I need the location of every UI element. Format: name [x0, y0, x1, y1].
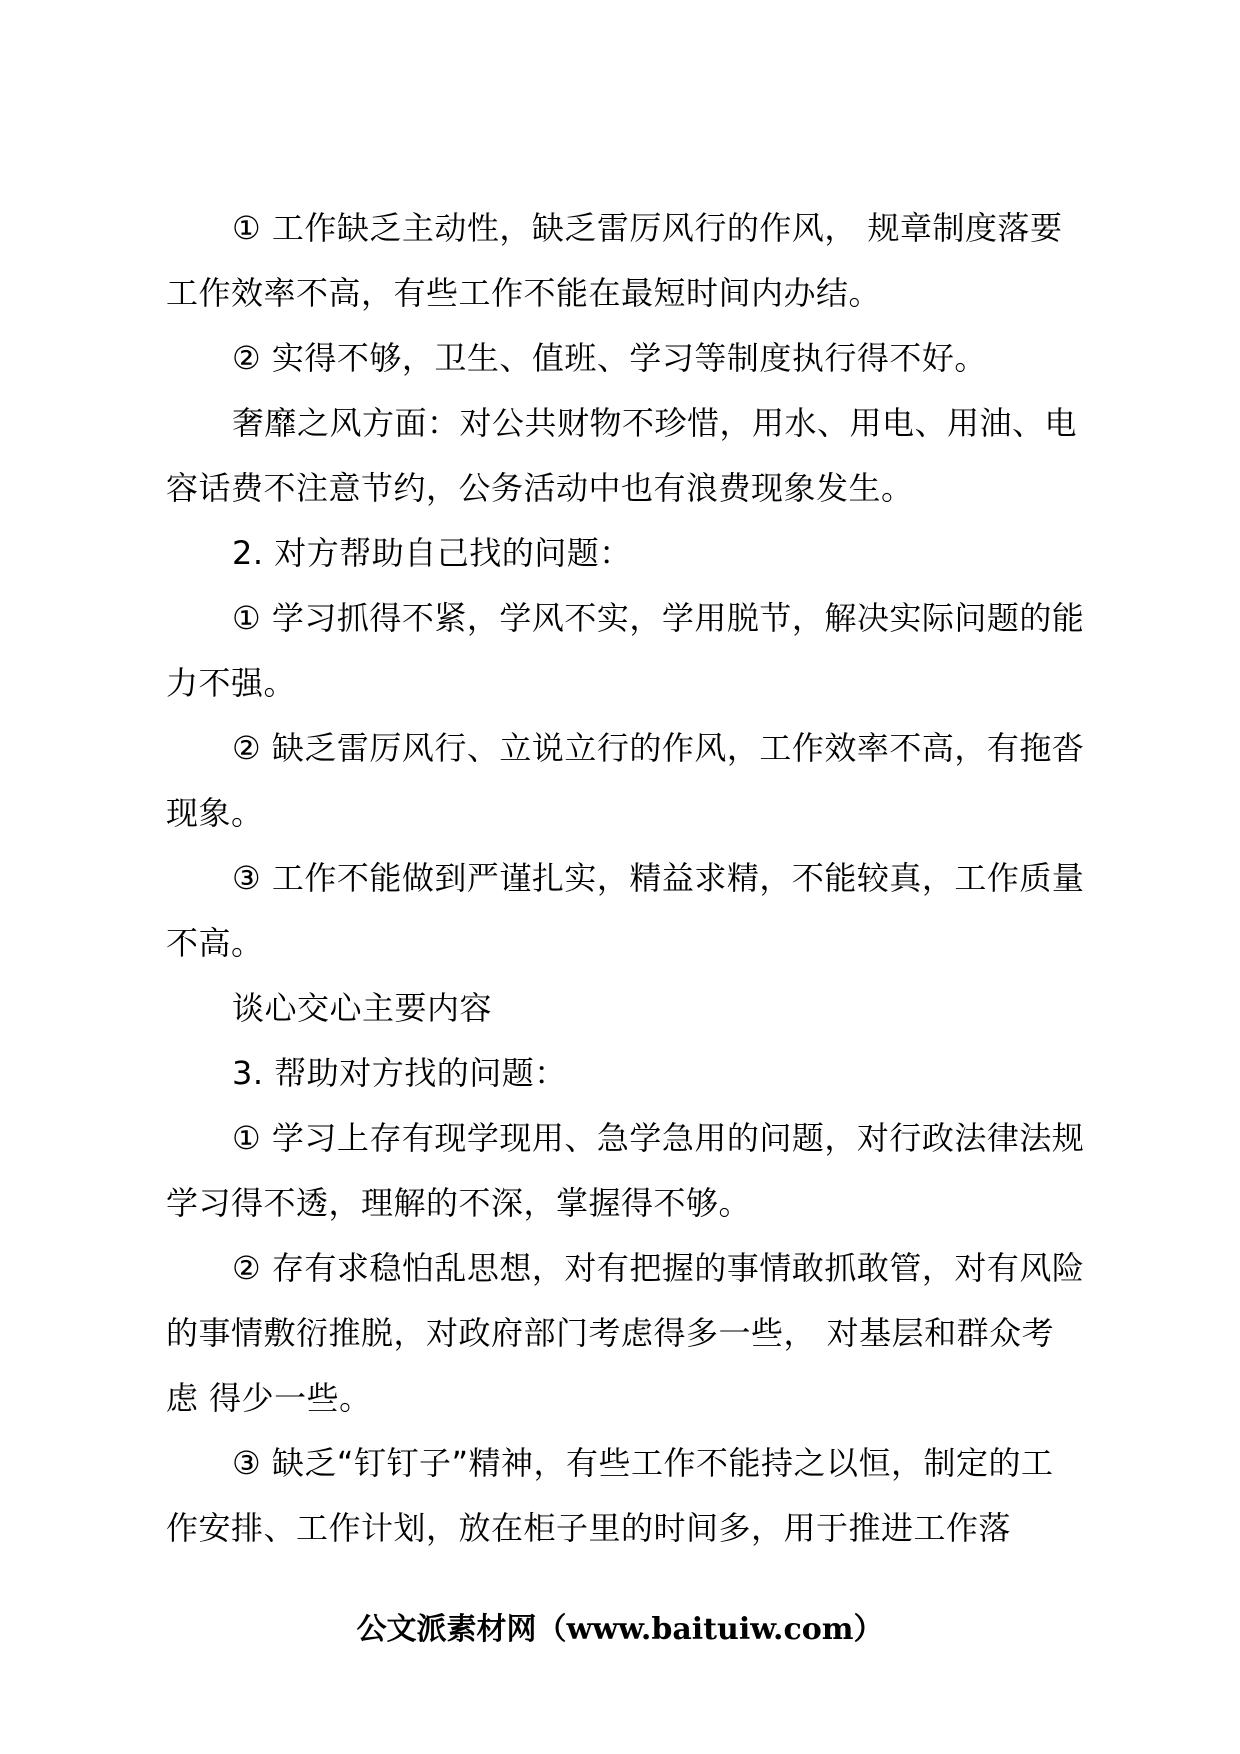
page-footer: 公文派素材网（www.baituiw.com） [356, 1612, 884, 1647]
paragraph-7: ③ 工作不能做到严谨扎实，精益求精，不能较真，工作质量不高。 [166, 859, 1085, 962]
paragraph-5: ① 学习抓得不紧，学风不实，学用脱节，解决实际问题的能力不强。 [166, 599, 1085, 702]
paragraph-12: ③ 缺乏“钉钉子”精神，有些工作不能持之以恒，制定的工作安排、工作计划，放在柜子里的时间多，用于推进工作落 [166, 1444, 1054, 1547]
paragraph-1: ① 工作缺乏主动性，缺乏雷厉风行的作风， 规章制度落要 工作效率不高，有些工作不能在最短时间内办结。 [166, 209, 1074, 312]
document-body [166, 196, 1096, 1561]
paragraph-2: ② 实得不够，卫生、值班、学习等制度执行得不好。 [232, 339, 987, 377]
paragraph-11: ② 存有求稳怕乱思想，对有把握的事情敢抓敢管，对有风险 的事情敷衍推脱，对政府部门考虑得多一些， 对基层和群众考虑 得少一些。 [166, 1249, 1096, 1417]
paragraph-3: 奢靡之风方面：对公共财物不珍惜，用水、用电、用油、电容话费不注意节约，公务活动中也有浪费现象发生。 [166, 404, 1078, 507]
paragraph-9: 3. 帮助对方找的问题： [232, 1054, 567, 1092]
paragraph-4: 2. 对方帮助自己找的问题： [232, 534, 632, 572]
paragraph-10: ① 学习上存有现学现用、急学急用的问题，对行政法律法规 学习得不透，理解的不深，掌握得不够。 [166, 1119, 1096, 1222]
paragraph-6: ② 缺乏雷厉风行、立说立行的作风，工作效率不高，有拖沓现象。 [166, 729, 1085, 832]
paragraph-8: 谈心交心主要内容 [232, 989, 493, 1027]
